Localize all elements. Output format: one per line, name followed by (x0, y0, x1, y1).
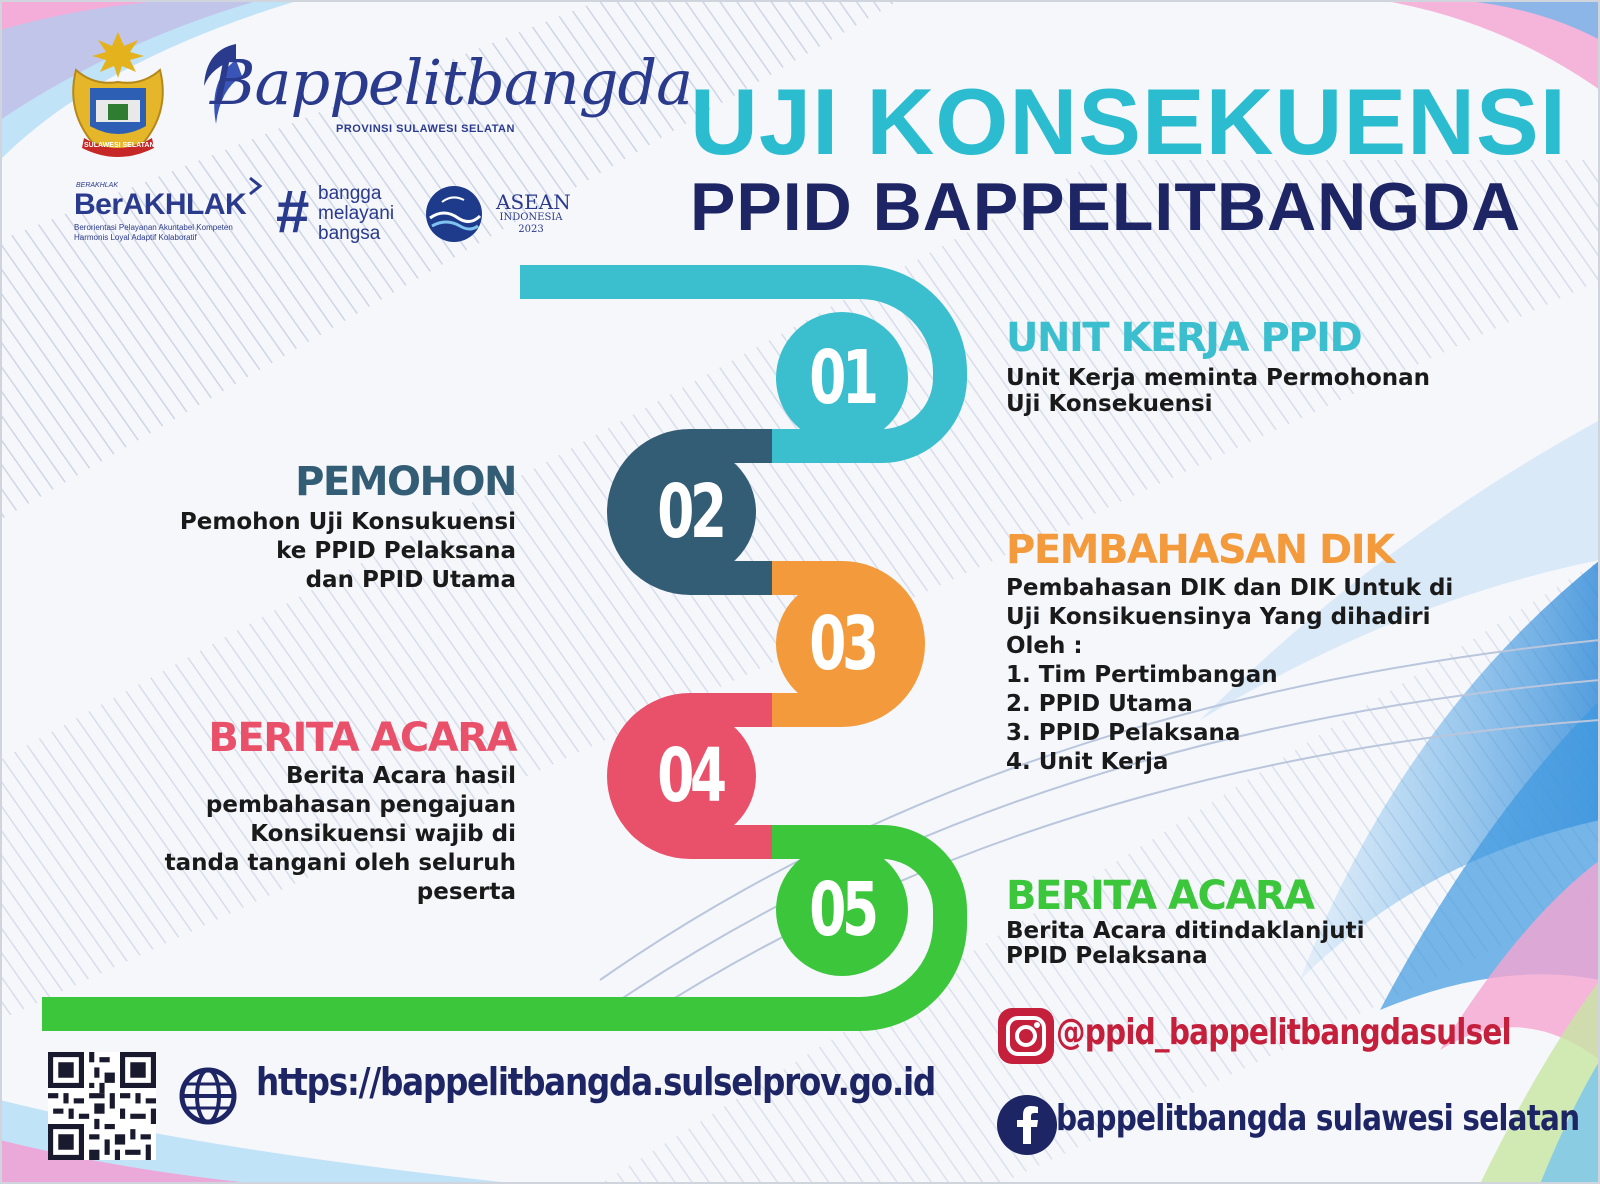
asean-subtitle-line2: 2023 (518, 224, 544, 235)
step-03-number: 03 (809, 601, 875, 687)
step-02-line: Pemohon Uji Konsukuensi (179, 509, 516, 535)
berakhlak-tag: BERAKHLAK (76, 182, 119, 189)
instagram-icon[interactable] (996, 1006, 1056, 1066)
bangga-line1: bangga (318, 183, 382, 204)
bangga-line2: melayani (318, 203, 395, 224)
step-05-line: Berita Acara ditindaklanjuti (1006, 918, 1365, 944)
facebook-icon[interactable] (996, 1094, 1058, 1156)
step-01-line: Unit Kerja meminta Permohonan (1006, 365, 1431, 391)
step-03-block (1006, 528, 1453, 777)
step-02-block (180, 460, 516, 595)
step-03-line: Oleh : (1006, 633, 1083, 659)
step-04-line: pembahasan pengajuan (205, 792, 516, 818)
step-03-line: Uji Konsikuensinya Yang dihadiri (1006, 604, 1431, 630)
step-02-line: dan PPID Utama (305, 567, 516, 593)
website-link[interactable]: https://bappelitbangda.sulselprov.go.id (256, 1060, 935, 1104)
step-03-heading: PEMBAHASAN DIK (1006, 527, 1394, 573)
qr-code-icon (48, 1052, 156, 1160)
asean-title: ASEAN (496, 190, 571, 214)
step-04-line: Berita Acara hasil (285, 763, 516, 789)
step-04-number: 04 (657, 733, 723, 819)
brand-name: Bappelitbangda (210, 46, 693, 119)
step-02-heading: PEMOHON (295, 459, 516, 505)
step-03-line: 2. PPID Utama (1006, 691, 1193, 717)
step-04-line: peserta (416, 879, 516, 905)
step-03-line: 4. Unit Kerja (1006, 749, 1169, 775)
step-05-number: 05 (809, 867, 875, 953)
globe-icon (178, 1066, 238, 1126)
page-subtitle: PPID BAPPELITBANGDA (690, 169, 1522, 245)
berakhlak-values-line2: Harmonis Loyal Adaptif Kolaboratif (74, 233, 197, 242)
bangga-line3: bangsa (318, 223, 381, 244)
asean-subtitle-line1: INDONESIA (499, 212, 563, 223)
hashtag-symbol: # (276, 178, 310, 245)
step-04-block (165, 716, 516, 907)
step-05-line: PPID Pelaksana (1006, 943, 1208, 969)
facebook-page[interactable]: bappelitbangda sulawesi selatan (1056, 1098, 1580, 1139)
step-02-line: ke PPID Pelaksana (276, 538, 516, 564)
page-title: UJI KONSEKUENSI (690, 69, 1567, 174)
berakhlak-values-line1: Berorientasi Pelayanan Akuntabel Kompeten (74, 223, 233, 232)
step-04-line: tanda tangani oleh seluruh (164, 850, 516, 876)
instagram-handle[interactable]: @ppid_bappelitbangdasulsel (1056, 1012, 1511, 1053)
step-01-number: 01 (809, 335, 875, 421)
step-04-heading: BERITA ACARA (208, 715, 516, 761)
emblem-banner-text: SULAWESI SELATAN (84, 142, 155, 149)
step-04-line: Konsikuensi wajib di (250, 821, 516, 847)
step-05-block (1006, 874, 1365, 967)
berakhlak-logo: BerAKHLAK (74, 188, 247, 221)
step-03-line: 1. Tim Pertimbangan (1006, 662, 1278, 688)
step-02-number: 02 (657, 469, 723, 555)
step-01-heading: UNIT KERJA PPID (1006, 315, 1362, 361)
step-05-heading: BERITA ACARA (1006, 873, 1314, 919)
step-01-block (1006, 316, 1430, 415)
step-01-line: Uji Konsekuensi (1006, 391, 1213, 417)
step-03-line: 3. PPID Pelaksana (1006, 720, 1241, 746)
brand-subtitle: PROVINSI SULAWESI SELATAN (336, 123, 515, 135)
step-03-line: Pembahasan DIK dan DIK Untuk di (1006, 575, 1454, 601)
